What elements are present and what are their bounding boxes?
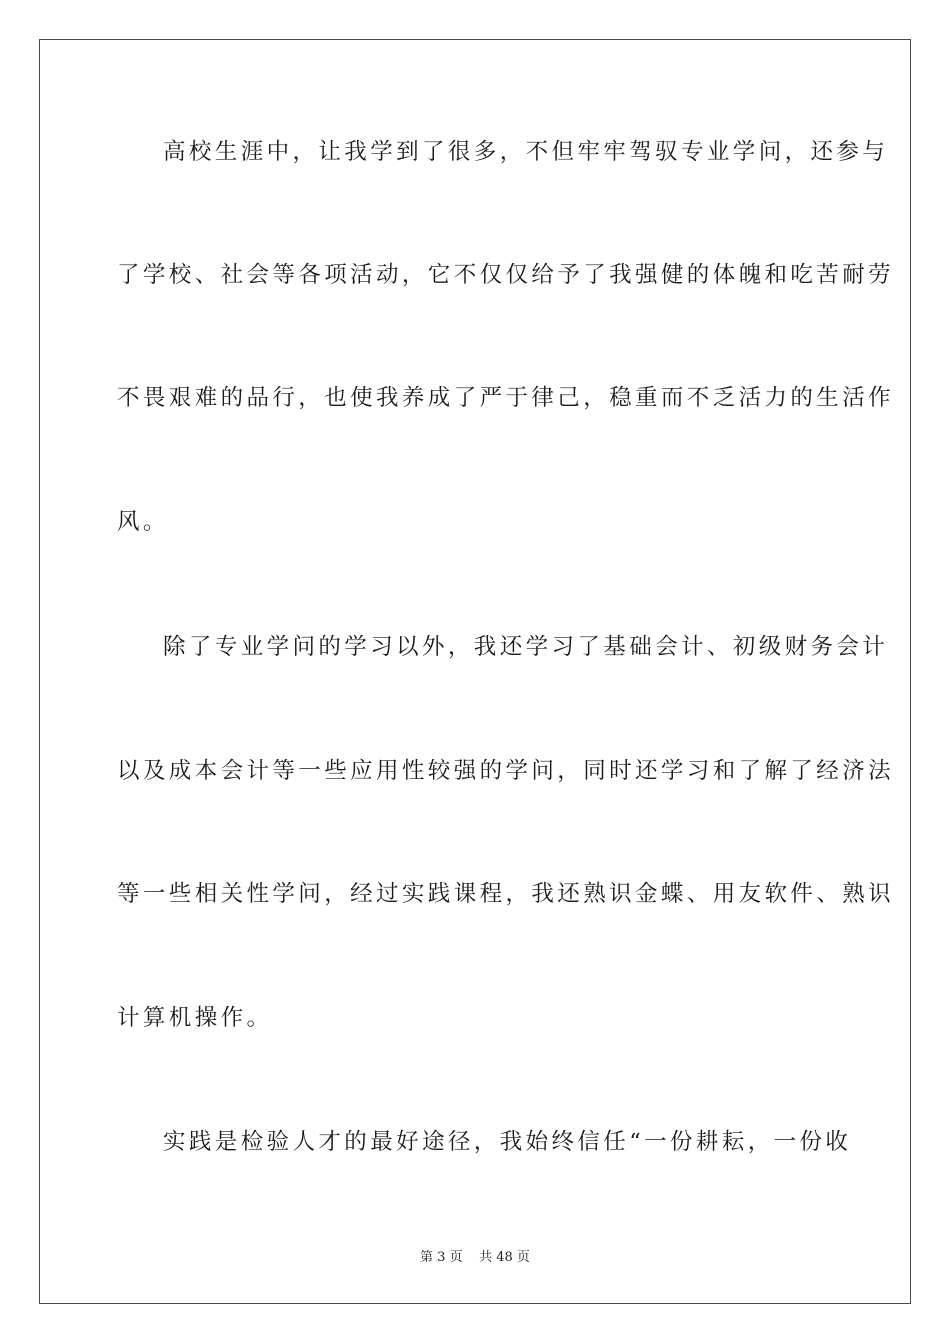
paragraph-2-line-2: 以及成本会计等一些应用性较强的学问，同时还学习和了解了经济法 (117, 758, 895, 784)
paragraph-2-line-3: 等一些相关性学问，经过实践课程，我还熟识金蝶、用友软件、熟识 (117, 881, 895, 907)
paragraph-2-line-1: 除了专业学问的学习以外，我还学习了基础会计、初级财务会计 (163, 634, 889, 660)
page-footer (0, 1246, 950, 1265)
page-border (39, 39, 911, 1304)
paragraph-1-line-2: 了学校、社会等各项活动，它不仅仅给予了我强健的体魄和吃苦耐劳 (117, 262, 895, 288)
page-number: 第 3 页 (420, 1250, 463, 1265)
paragraph-1-line-1: 高校生涯中，让我学到了很多，不但牢牢驾驭专业学问，还参与 (163, 139, 889, 165)
paragraph-3-line-1: 实践是检验人才的最好途径，我始终信任“一份耕耘，一份收 (163, 1129, 852, 1155)
total-pages: 共 48 页 (479, 1250, 530, 1265)
paragraph-2-line-4: 计算机操作。 (117, 1005, 273, 1031)
paragraph-1-line-3: 不畏艰难的品行，也使我养成了严于律己，稳重而不乏活力的生活作 (117, 385, 895, 411)
paragraph-1-line-4: 风。 (117, 509, 169, 535)
